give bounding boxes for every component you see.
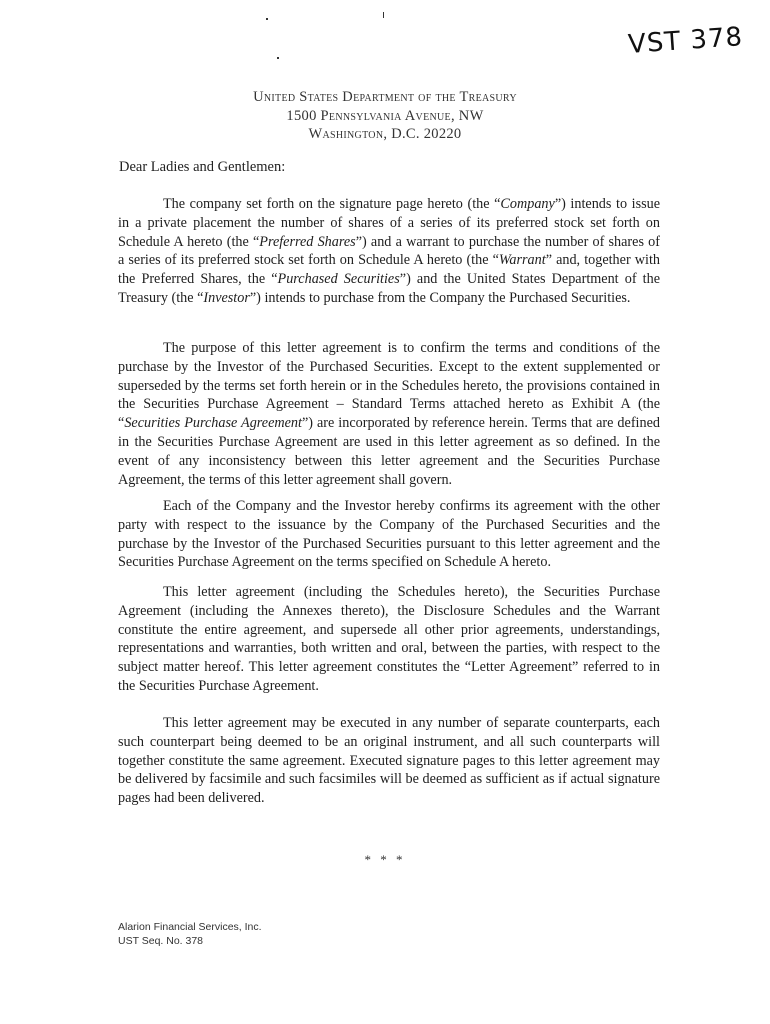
paragraph-counterparts: This letter agreement may be executed in any number of separate counterparts, each such counterpart being deemed to be an original instrument, and all such counterparts will together constitute the same agreement. Executed signature pages to this letter agreement may be delivered by facsimile and such facsimiles will be deemed as sufficient as if actual signature pages had been delivered. — [118, 715, 660, 807]
text-run: ”) and a warrant to purchase the number of shares of a series of its preferred stock set forth on Schedule A hereto (the “ — [118, 233, 660, 269]
defined-term: Warrant — [498, 252, 546, 269]
section-separator: * * * — [364, 852, 406, 867]
defined-term: Investor — [203, 289, 250, 306]
text-run: ”) intends to issue in a private placement the number of shares of a series of its preferred stock set forth on Schedule A hereto (the “ — [118, 196, 660, 250]
defined-term: Purchased Securities — [277, 271, 400, 288]
letterhead-city: Washington, D.C. 20220 — [308, 126, 462, 142]
paragraph-intro — [118, 195, 660, 308]
scan-speck — [266, 18, 268, 20]
paragraph-confirmation: Each of the Company and the Investor hereby confirms its agreement with the other party with respect to the issuance by the Company of the Purchased Securities and the purchase by the Investor of the Purchased Securities pursuant to this letter agreement and the Securities Purchase Agreement on the terms specified on Schedule A hereto. — [118, 498, 660, 571]
paragraph-entire-agreement: This letter agreement (including the Schedules hereto), the Securities Purchase Agreement (including the Annexes thereto), the Disclosure Schedules and the Warrant constitute the entire agreement, and supersede all other prior agreements, understandings, representations and warranties, both written and oral, between the parties, with respect to the subject matter hereof. This letter agreement constitutes the “Letter Agreement” referred to in the Securities Purchase Agreement. — [118, 584, 660, 694]
text-run: The purpose of this letter agreement is to confirm the terms and conditions of the purchase by the Investor of the Purchased Securities. Except to the extent supplemented or superseded by the terms set forth herein or in the Schedules hereto, the provisions contained in the Securities Purchase Agreement – Standard Terms attached hereto as Exhibit A (the “ — [118, 340, 660, 432]
text-run: ”) intends to purchase from the Company the Purchased Securities. — [249, 289, 631, 306]
defined-term: Preferred Shares — [259, 233, 356, 250]
defined-term: Company — [500, 196, 555, 212]
paragraph-purpose — [118, 339, 660, 489]
letterhead — [0, 88, 770, 144]
text-run: ” and, together with the Preferred Shares, the “ — [118, 252, 660, 288]
footer-company: Alarion Financial Services, Inc. — [118, 921, 262, 933]
handwritten-sequence-note: VST 378 — [627, 22, 744, 60]
text-run: The company set forth on the signature page hereto (the “ — [163, 196, 501, 212]
scan-speck — [383, 12, 384, 18]
text-run: ”) are incorporated by reference herein. Terms that are defined in the Securities Purchase Agreement are used in this letter agreement as so defined. In the event of any inconsistency between this letter agreement and the Securities Purchase Agreement, the terms of this letter agreement shall govern. — [118, 415, 660, 488]
letterhead-department: United States Department of the Treasury — [253, 89, 517, 105]
scan-speck — [277, 57, 279, 59]
letterhead-address: 1500 Pennsylvania Avenue, NW — [286, 107, 484, 124]
footer-sequence-number: UST Seq. No. 378 — [118, 935, 204, 947]
defined-term: Securities Purchase Agreement — [124, 415, 302, 432]
footer — [118, 920, 262, 948]
salutation: Dear Ladies and Gentlemen: — [119, 159, 286, 175]
text-run: ”) and the United States Department of the Treasury (the “ — [118, 271, 660, 306]
